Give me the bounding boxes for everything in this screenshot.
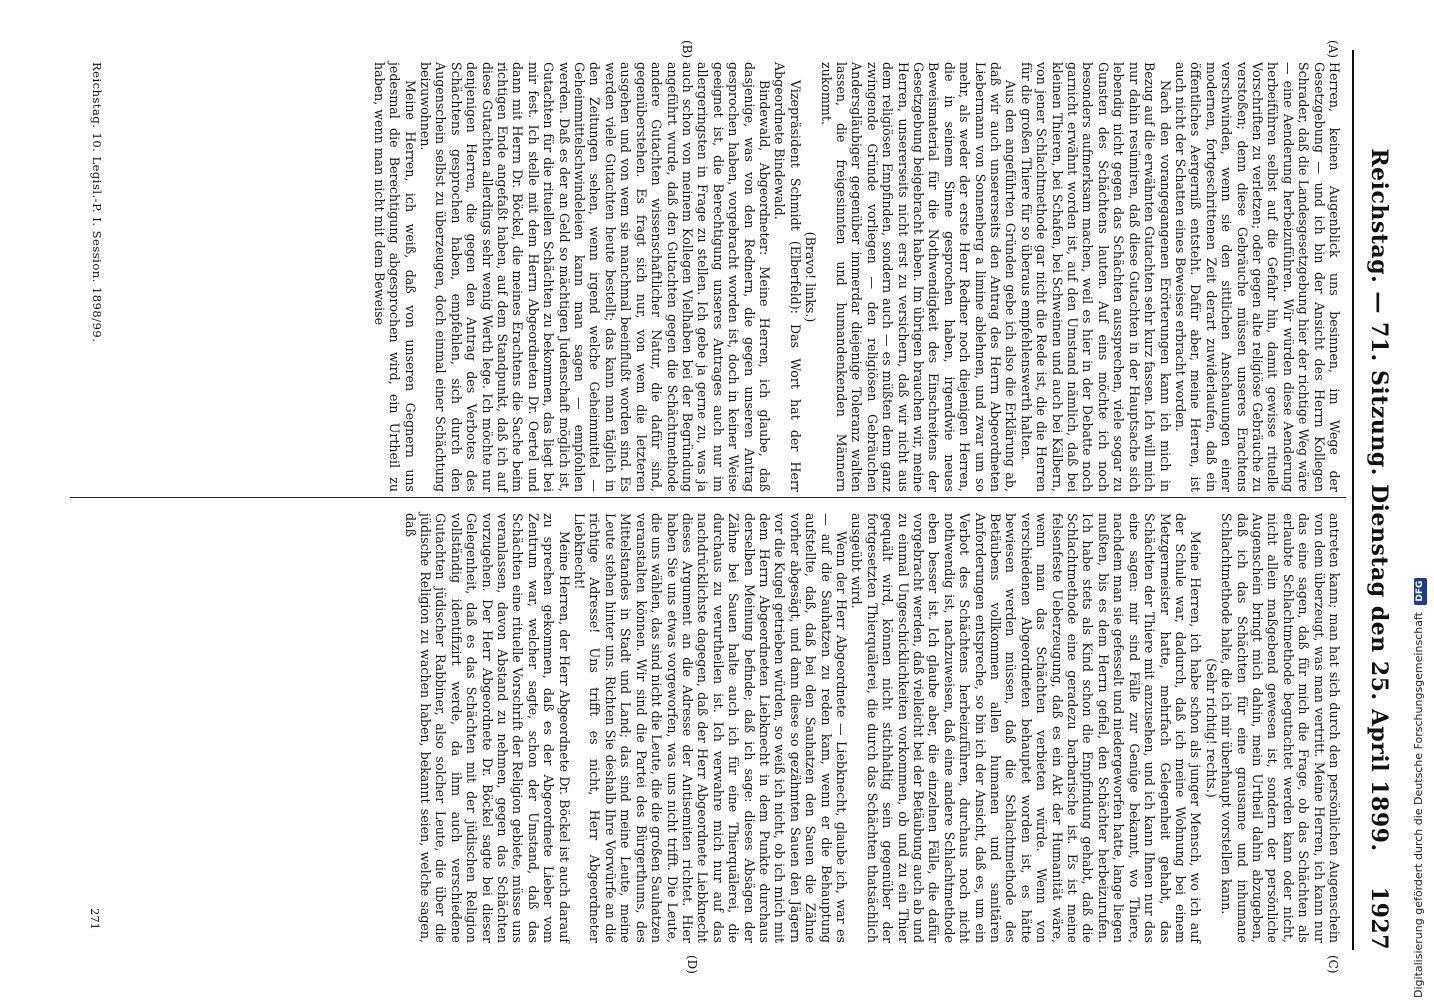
credit-text: Digitalisierung gefördert durch die Deutsche Forschungsgemeinschaft — [1412, 612, 1425, 998]
page-header — [1358, 50, 1398, 950]
paragraph: Aus den angeführten Gründen gebe ich also die Erklärung ab, daß wir auch unsererseits den Antrag des Herrn Abgeordneten Liebermann von Sonnenberg a limine ablehnen, und zwar um so mehr, als weder der erste Herr Redner noch diejenigen Herren, die in seinem Sinne gesprochen haben, irgendwie neues Beweismaterial für die Nothwendigkeit des Einschreitens der Gesetzgebung beigebracht haben. Im übrigen brauchen wir, meine Herren, unsererseits nicht erst zu versichern, daß wir nicht aus dem religiösen Empfinden, sondern auch — es müßten denn ganz zwingende Gründe vorliegen — den religiösen Gebräuchen Andersgläubiger gegenüber immerdar diejenige Toleranz walten lassen, die freigesinnten und humandenkenden Männern zukommt. — [818, 62, 1019, 492]
header-rule — [1352, 50, 1354, 950]
paragraph: antreten kann; man hat sich durch den persönlichen Augenschein von dem überzeugt, was man vertritt. Meine Herren, ich kann nur das eine sagen, daß für mich die Frage, ob das Schächten als erlaubte Schlachtmethode begutachtet werden kann oder nicht, nicht allein maßgebend gewesen ist, sondern der persönliche Augenschein bringt mich dahin, mein Urtheil dahin abzugeben, daß ich das Schächten für eine grausame und inhumane Schlachtmethode halte, die ich mir überhaupt vorstellen kann. — [1219, 513, 1342, 943]
interjection: (Bravo! links.) — [803, 231, 819, 323]
dfg-logo-icon: DFG — [1414, 578, 1427, 605]
interjection: (Sehr richtig! rechts.) — [1203, 658, 1219, 798]
page-number: 1927 — [1366, 886, 1392, 950]
paragraph: Herren, keinen Augenblick uns besinnen, im Wege der Gesetzgebung — und ich bin der Ansicht des Herrn Kollegen Schrader, daß die Landesgesetzgebung hier der richtige Weg wäre — eine Aenderung herbeizuführen. Wir würden diese Aenderung herbeiführen selbst auf die Gefahr hin, damit gewisse rituelle Vorschriften zu verletzen; oder gegen alte religiöse Gebräuche zu verstoßen; denn diese Gebräuche müssen unseres Erachtens verschwinden, wenn sie den sittlichen Anschauungen einer modernen, fortgeschrittenen Zeit derart zuwiderlaufen, daß ein öffentliches Aergerniß entsteht. Dafür aber, meine Herren, ist auch nicht der Schatten eines Beweises erbracht worden. — [1172, 62, 1342, 492]
column-divider — [70, 497, 1346, 498]
margin-mark-c: (C) — [1326, 955, 1340, 974]
speaker-paragraph: Vizepräsident Schmidt (Elberfeld): Das Wort hat der Herr Abgeordnete Bindewald. — [772, 62, 803, 492]
margin-mark-d: (D) — [685, 955, 699, 974]
speaker-paragraph: Bindewald, Abgeordneter: Meine Herren, ich glaube, daß dasjenige, was von den Rednern, die gegen unseren Antrag gesprochen haben, vorgebracht worden ist, doch in keiner Weise geeignet ist, die Berechtigung unseres Antrages auch nur im allergeringsten in Frage zu stellen. Ich gebe ja gerne zu, was ja auch schon von meinem Kollegen Vielhaben bei der Begründung angeführt wurde, daß den Gutachten gegen die Schächtmethode andere Gutachten wissenschaftlicher Natur, die dafür sind, gegenüberstehen. Es fragt sich nur, von wem die letzteren ausgehen und von wem sie manchmal beeinflußt worden sind. Es werden viele Gutachten heute bestellt; das kann man täglich in den Zeitungen sehen, wenn irgend welche Geheimmittel — Geheimmittelschwindeleien kann man sagen — empfohlen werden. Daß es der an Geld so mächtigen Judenschaft möglich ist, Gutachten für die rituellen Schächten zu bekommen, das liegt bei mir fest. Ich stelle mit dem Herrn Abgeordneten Dr. Oertel und dann mit Herrn Dr. Böckel, die meines Erachtens die Sache beim richtigen Ende angefaßt haben, auf dem Standpunkt, daß ich auf diese Gutachten allerdings sehr wenig Werth lege. Ich möchte nur denjenigen Herren, die gegen den Antrag des Verbotes des Schächtens gesprochen haben, empfehlen, sich durch den Augenschein selbst zu überzeugen, doch einmal einer Schächtung beizuwohnen. — [418, 62, 772, 492]
margin-mark-a: (A) — [1326, 40, 1340, 59]
paragraph: Nach den vorangegangenen Erörterungen kann ich mich in Bezug auf die erwähnten Gutachten sehr kurz fassen. Ich will mich nur dahin resümiren, daß diese Gutachten in der Hauptsache sich lebendig nicht gegen das Schächten aussprechen, viele sogar zu Gunsten des Schächtens lauten. Auf eins möchte ich noch besonders aufmerksam machen, weil es hier in der Debatte noch garnicht erwähnt worden ist, auf den Umstand nämlich, daß bei kleinen Thieren, bei Schafen, bei Schweinen und auch bei Kälbern, von jener Schlachtmethode gar nicht die Rede ist, die die Herren für die großen Thiere für so überaus empfehlenswerth halten. — [1018, 62, 1173, 492]
left-column — [371, 62, 1342, 492]
right-column — [402, 513, 1342, 943]
header-title: Reichstag. — 71. Sitzung. Dienstag den 25. April 1899. — [1366, 148, 1392, 852]
paragraph: Meine Herren, ich habe schon als junger Mensch, wo ich auf der Schule war, dadurch, daß ich meine Wohnung bei einem Metzgermeister hatte, mehrfach Gelegenheit gehabt, das Schächten der Thiere mit anzusehen, und ich kann Ihnen nur das eine sagen: mir sind Fälle zur Genüge bekannt, wo Thiere, nachdem man sie gefesselt und niedergeworfen hatte, lange liegen mußten, bis es dem Herrn gefiel, den Schächter herbeizurufen. Ich habe stets als Kind schon die Empfindung gehabt, daß die Schlachtmethode eine geradezu barbarische ist. Es ist meine felsenfeste Ueberzeugung, daß es ein Akt der Humanität wäre, wenn man das Schächten verbieten würde. Wenn von verschiedenen Abgeordneten behauptet worden ist, es hätte bewiesen werden müssen, daß die Schlachtmethode des Betäubens vollkommen allen humanen und sanitären Anforderungen entspreche, so bin ich der Ansicht, daß es, um ein Verbot des Schächtens herbeizuführen, durchaus noch nicht nothwendig ist, nachzuweisen, daß eine andere Schlachtmethode eben besser ist. Ich glaube aber, die einzelnen Fälle, die dafür vorgebracht werden, daß vielleicht bei der Betäubung auch ab und zu einmal Ungeschicklichkeiten vorkommen, ob und zu ein Thier gequält wird, können nicht stichhaltig sein gegenüber der fortgesetzten Thierquälerei, die durch das Schächten thatsächlich ausgeübt wird. — [849, 513, 1204, 943]
paragraph: Meine Herren, der Herr Abgeordnete Dr. Böckel ist auch darauf zu sprechen gekommen, daß es der Abgeordnete Lieber vom Zentrum war, welcher sagte, schon der Umstand, daß das Schächten eine rituelle Vorschrift der Religion gebiete, müsse uns veranlassen, davon Abstand zu nehmen, gegen das Schächten vorzugehen. Der Herr Abgeordnete Dr. Böckel sagte bei dieser Gelegenheit, daß es das Schächten mit der jüdischen Religion vollständig identifizirt werde, da ihm auch verschiedene Gutachten jüdischer Rabbiner, also solcher Leute, die über die jüdische Religion zu wachen haben, bekannt seien, welche sagen, daß — [402, 513, 572, 943]
margin-mark-b: (B) — [680, 40, 694, 59]
footer-sheet-number: 271 — [88, 908, 102, 930]
paragraph: Meine Herren, ich weiß, daß von unseren Gegnern uns jedesmal die Berechtigung abgesprochen wird, ein Urtheil zu haben, wenn man nicht mit dem Beweise — [371, 62, 418, 492]
paragraph: Wenn der Herr Abgeordnete — Liebknecht, glaube ich, war es — auf die Sauhatzen zu reden kam, wenn er die Behauptung aufstellte, daß, daß bei den Sauhatzen den Sauen die Zähne vorher abgesägt, und dann diese so gezähmten Sauen den Jägern vor die Kugel getrieben würden, so weiß ich nicht, ob ich mich mit dem Herrn Abgeordneten Liebknecht in dem Punkte durchaus derselben Meinung befinde; daß ich sage: dieses Absägen der Zähne bei Sauen halte auch ich für eine Thierquälerei, die durchaus zu verurtheilen ist. Ich verwahre mich nur auf das nachdrücklichste dagegen, daß der Herr Abgeordnete Liebknecht dieses Argument an die Adresse der Antisemiten richtet. Hier haben Sie uns etwas vorgeworfen, was uns nicht trifft. Die Leute, die uns wählen, das sind nicht die Leute, die die großen Sauhatzen veranstalten können. Wir sind die Partei des Bürgerthums, des Mittelstandes in Stadt und Land; das sind meine Leute, meine Leute stehen hinter uns. Richten Sie deshalb Ihre Vorwürfe an die richtige Adresse! Uns trifft es nicht, Herr Abgeordneter Liebknecht! — [572, 513, 849, 943]
footer-imprint: Reichstag. 10. Legisl.-P. I. Session. 1898/99. — [90, 62, 104, 343]
digitization-credit — [1410, 0, 1428, 998]
